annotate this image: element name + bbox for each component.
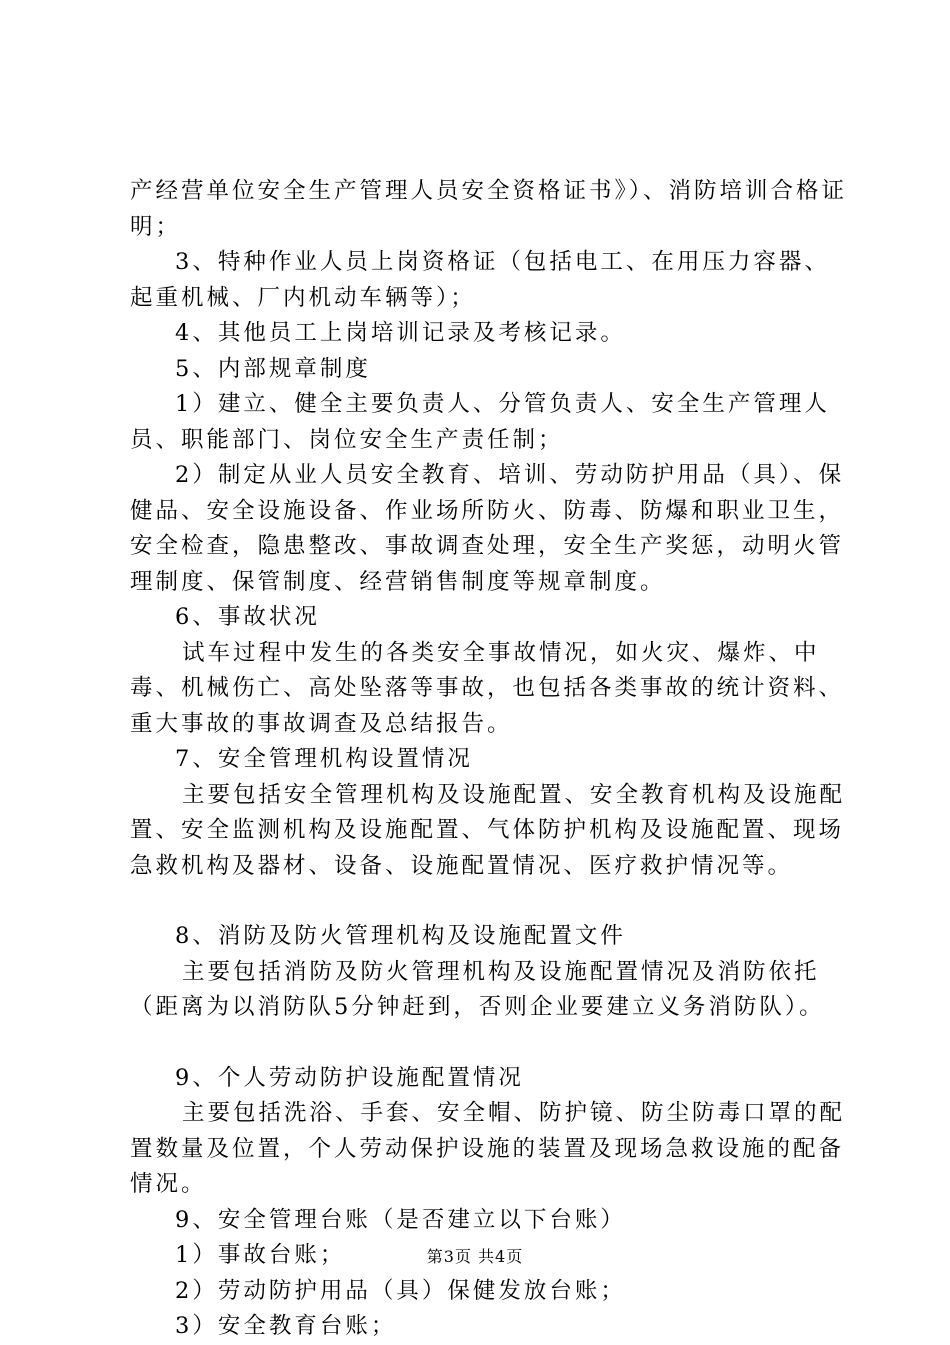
section-heading-5: 5、内部规章制度 [175,355,371,382]
section-heading-6: 6、事故状况 [175,604,320,630]
paragraph-item-4: 4、其他员工上岗培训记录及考核记录。 [175,320,626,346]
section-heading-7: 7、安全管理机构设置情况 [175,746,473,772]
ledger-item-3: 3）安全教育台账； [175,1313,397,1339]
page-number-footer: 第3页 共4页 [426,1247,524,1266]
document-body [130,174,850,1345]
paragraph-safety-organization: 主要包括安全管理机构及设施配置、安全教育机构及设施配置、安全监测机构及设施配置、气体防护机构及设施配置、现场急救机构及器材、设备、设施配置情况、医疗救护情况等。 [130,781,846,879]
paragraph-subitem-2: 2）制定从业人员安全教育、培训、劳动防护用品（具）、保健品、安全设施设备、作业场所防火、防毒、防爆和职业卫生，安全检查，隐患整改、事故调查处理，安全生产奖惩，动明火管理制度、保管制度、经营销售制度等规章制度。 [130,462,845,595]
paragraph-subitem-1: 1）建立、健全主要负责人、分管负责人、安全生产管理人员、职能部门、岗位安全生产责任制； [130,391,830,453]
paragraph-accident-status: 试车过程中发生的各类安全事故情况，如火灾、爆炸、中毒、机械伤亡、高处坠落等事故，也包括各类事故的统计资料、重大事故的事故调查及总结报告。 [130,639,845,737]
paragraph-continuation: 产经营单位安全生产管理人员安全资格证书》）、消防培训合格证明； [130,178,848,240]
paragraph-item-3: 3、特种作业人员上岗资格证（包括电工、在用压力容器、起重机械、厂内机动车辆等）； [130,249,830,311]
section-heading-9b: 9、安全管理台账（是否建立以下台账） [175,1206,626,1233]
section-heading-8: 8、消防及防火管理机构及设施配置文件 [175,923,626,949]
paragraph-fire-protection: 主要包括消防及防火管理机构及设施配置情况及消防依托（距离为以消防队5分钟赶到，否则企业要建立义务消防队）。 [130,958,825,1020]
ledger-item-1: 1）事故台账； [175,1242,346,1268]
ledger-item-2: 2）劳动防护用品（具）保健发放台账； [175,1277,626,1304]
paragraph-personal-protection: 主要包括洗浴、手套、安全帽、防护镜、防尘防毒口罩的配置数量及位置，个人劳动保护设施的装置及现场急救设施的配备情况。 [130,1100,846,1197]
section-heading-9a: 9、个人劳动防护设施配置情况 [175,1064,524,1091]
